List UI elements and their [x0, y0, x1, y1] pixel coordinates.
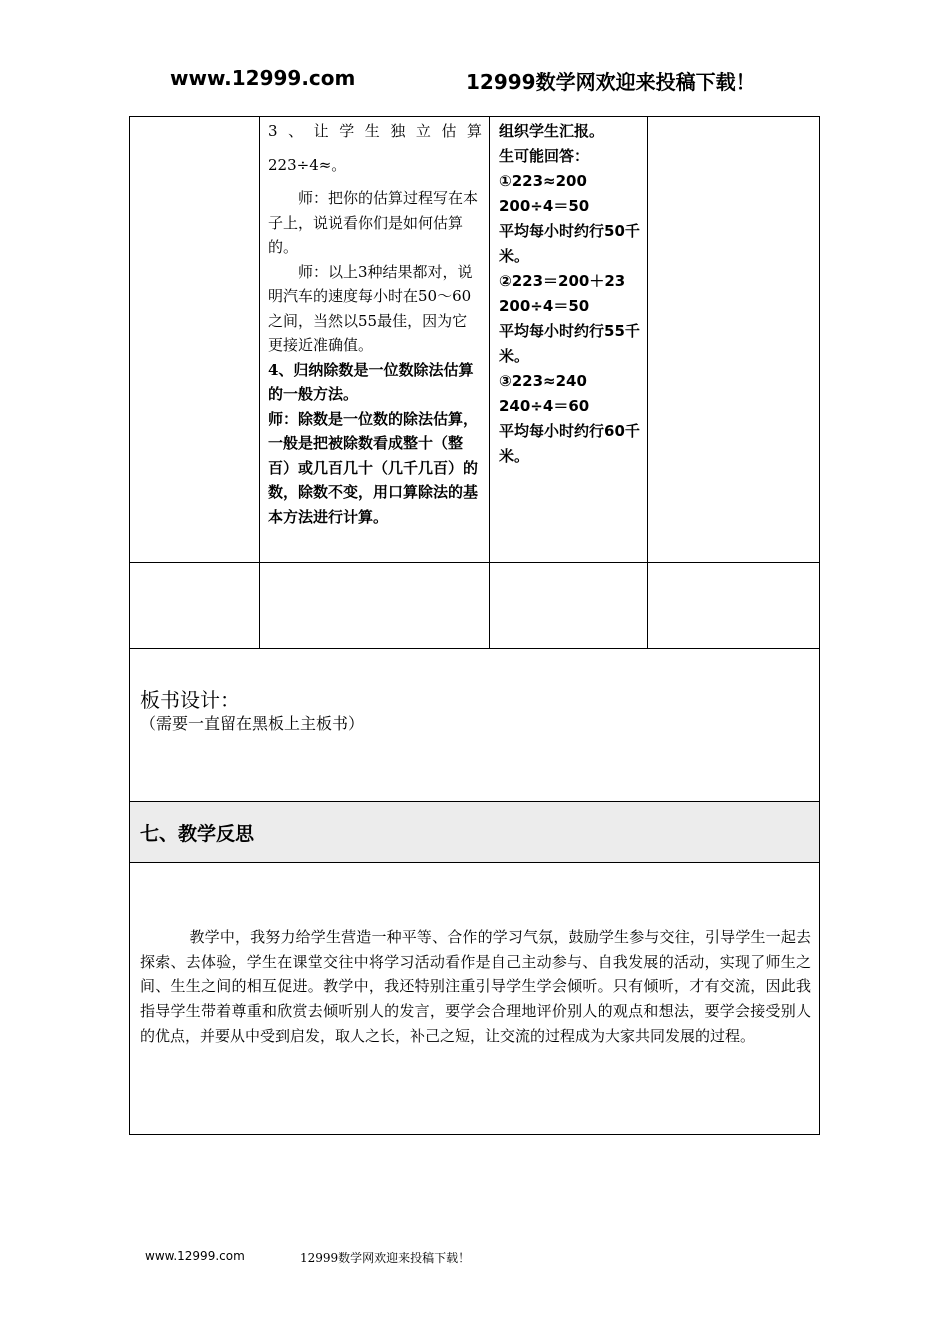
- footer-slogan: 12999数学网欢迎来投稿下载！: [300, 1251, 471, 1265]
- table-row-reflection: [130, 863, 820, 1135]
- reflection-title: 七、教学反思: [130, 802, 820, 863]
- reflection-cell: [130, 863, 820, 1135]
- table-row-activities: [130, 117, 820, 563]
- cell-empty: [648, 563, 820, 649]
- table-row-reflection-heading: [130, 802, 820, 863]
- cell-empty: [490, 563, 648, 649]
- reflection-body: 教学中，我努力给学生营造一种平等、合作的学习气氛，鼓励学生参与交往，引导学生一起去探索、去体验，学生在课堂交往中将学习活动看作是自己主动参与、自我发展的活动，实现了师生之间、生生之间的相互促进。教学中，我还特别注重引导学生学会倾听。只有倾听，才有交流，因此我指导学生带着尊重和欣赏去倾听别人的发言，要学会合理地评价别人的观点和想法，要学会接受别人的优点，并要从中受到启发，取人之长，补己之短，让交流的过程成为大家共同发展的过程。: [140, 928, 811, 1045]
- cell-empty: [130, 117, 260, 563]
- lesson-plan-table: [129, 116, 820, 1135]
- student-line: 200÷4＝50: [499, 297, 590, 315]
- footer-site: www.12999.com: [145, 1249, 245, 1263]
- board-design-title: 板书设计：: [140, 688, 240, 712]
- student-line: 平均每小时约行50千米。: [499, 222, 640, 265]
- step3-text: 3、让学生独立估算: [268, 122, 482, 140]
- table-row-blank: [130, 563, 820, 649]
- teacher-line-1: 师：把你的估算过程写在本子上，说说看你们是如何估算的。: [268, 189, 479, 256]
- student-line: 生可能回答：: [499, 147, 590, 165]
- teacher-line-2: 师：以上3种结果都对，说明汽车的速度每小时在50～60之间，当然以55最佳，因为它更接近准确值。: [268, 262, 473, 354]
- student-line: 平均每小时约行60千米。: [499, 422, 640, 465]
- cell-empty: [260, 563, 490, 649]
- header-slogan: 12999数学网欢迎来投稿下载！: [466, 70, 756, 94]
- student-line: 200÷4＝50: [499, 197, 590, 215]
- teacher-activity-cell: [260, 117, 490, 563]
- cell-empty: [130, 563, 260, 649]
- student-activity-cell: [490, 117, 648, 563]
- student-line: ②223＝200＋23: [499, 272, 626, 290]
- step3-expression: 223÷4≈。: [268, 155, 347, 174]
- header-site: www.12999.com: [170, 66, 356, 90]
- board-design-cell: [130, 649, 820, 802]
- step4-heading: 4、归纳除数是一位数除法估算的一般方法。: [268, 360, 474, 403]
- student-line: 240÷4＝60: [499, 397, 590, 415]
- student-line: 组织学生汇报。: [499, 122, 605, 140]
- board-design-note: （需要一直留在黑板上主板书）: [140, 714, 365, 733]
- student-line: ③223≈240: [499, 372, 587, 390]
- cell-empty: [648, 117, 820, 563]
- student-line: ①223≈200: [499, 172, 587, 190]
- student-line: 平均每小时约行55千米。: [499, 322, 640, 365]
- teacher-summary: 师：除数是一位数的除法估算，一般是把被除数看成整十（整百）或几百几十（几千几百）的数，除数不变，用口算除法的基本方法进行计算。: [268, 409, 479, 526]
- table-row-board-design: [130, 649, 820, 802]
